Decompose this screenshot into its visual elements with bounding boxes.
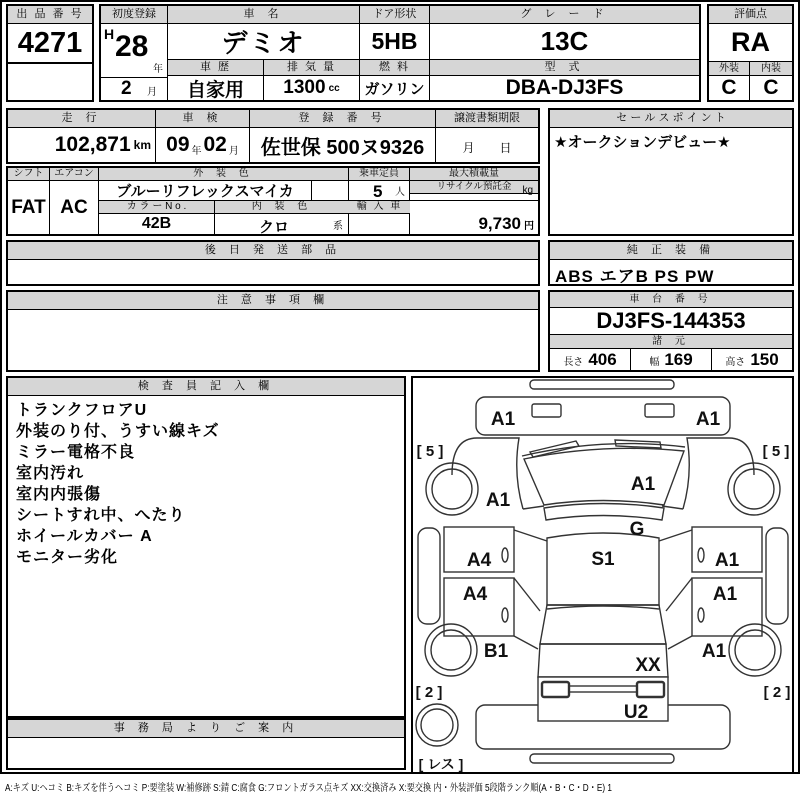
height-label: 高さ (725, 356, 746, 368)
rocker-panel-right (766, 528, 788, 624)
mark-quarter-right: A1 (701, 641, 727, 662)
mark-front-door-right: A1 (714, 550, 740, 571)
mileage-value: 102,871 (54, 133, 131, 156)
first-registration-label: 初度登録 (101, 6, 167, 24)
inspection-month-unit: 月 (228, 145, 239, 157)
mark-roof: S1 (591, 549, 615, 570)
capacity-value-cell (349, 181, 410, 201)
interior-score-value: C (763, 76, 779, 99)
capacity-import-cell (349, 168, 410, 234)
mark-spare-tire: [ レス ] (418, 756, 464, 772)
shift-cell (8, 168, 50, 234)
damage-diagram-box (411, 376, 794, 774)
car-name-label: 車 名 (168, 6, 360, 24)
chassis-no-label: 車 台 番 号 (550, 292, 792, 308)
sales-point-value: ★オークションデビュー★ (554, 134, 731, 151)
year-value: 28 (115, 30, 149, 63)
mileage-label: 走 行 (8, 110, 155, 128)
inspection-year-unit: 年 (191, 145, 202, 157)
fog-light-left (532, 404, 561, 417)
mark-front-glass: G (629, 519, 645, 540)
interior-score-label: 内装 (750, 62, 792, 76)
mark-fender-right: [ 5 ] (762, 443, 790, 460)
door-shape-value: 5HB (360, 24, 430, 60)
displacement-label: 排 気 量 (264, 60, 360, 76)
model-code-label: 型 式 (430, 60, 699, 76)
exterior-color-value: ブルーリフレックスマイカ (99, 181, 312, 201)
length-cell (550, 349, 631, 371)
mark-rear-door-right: A1 (712, 584, 738, 605)
equipment-box (548, 240, 794, 286)
chassis-box (548, 290, 794, 372)
month-unit: 月 (147, 87, 157, 98)
transfer-deadline-cell (436, 110, 538, 162)
mark-front-door-left: A4 (466, 550, 492, 571)
equipment-label: 純 正 装 備 (550, 242, 792, 260)
width-value: 169 (664, 350, 693, 369)
aircon-cell (50, 168, 99, 234)
door-handle-front-left (502, 548, 508, 562)
pillar-line-right-3 (668, 636, 692, 649)
width-cell (631, 349, 712, 371)
fog-light-right (645, 404, 674, 417)
model-code-value: DBA-DJ3FS (505, 76, 624, 99)
rear-glass-top-curve (547, 606, 659, 609)
mark-front-bumper-right: A1 (695, 409, 721, 430)
auction-no-empty (8, 66, 92, 100)
first-registration-month-cell (101, 78, 167, 100)
fuel-value: ガソリン (360, 76, 430, 100)
recycle-unit: 円 (524, 220, 534, 232)
pillar-line-left-2 (514, 578, 540, 611)
length-label: 長さ (563, 356, 584, 368)
cowl-band (544, 504, 664, 521)
mark-rear-bumper: U2 (623, 702, 649, 723)
later-parts-box (6, 240, 540, 286)
history-value: 自家用 (168, 76, 264, 100)
recycle-label: リサイクル預託金 (410, 181, 538, 194)
displacement-unit: cc (328, 82, 340, 94)
note-line: 外装のり付、うすい線キズ (16, 423, 220, 440)
note-line: 室内汚れ (16, 465, 85, 482)
mileage-unit: km (133, 138, 151, 152)
capacity-label: 乗車定員 (349, 168, 409, 181)
sales-point-label: セ ー ル ス ポ イ ン ト (550, 110, 792, 128)
displacement-value-cell (264, 76, 360, 100)
mark-rocker-right: [ 2 ] (763, 684, 791, 701)
first-registration-cell (101, 6, 168, 100)
first-registration-year-cell (101, 24, 167, 78)
note-line: シートすれ中、へたり (16, 507, 186, 524)
exterior-color-label: 外 装 色 (99, 168, 348, 181)
month-value: 2 (121, 78, 132, 99)
mark-rocker-left: [ 2 ] (415, 684, 443, 701)
office-info-box (6, 718, 406, 770)
score-box (707, 4, 794, 102)
rear-lower-strip (530, 754, 674, 763)
mileage-value-cell (8, 128, 155, 162)
dimensions-label: 諸 元 (550, 335, 792, 349)
sales-point-box (548, 108, 794, 236)
pillar-line-left-1 (514, 530, 547, 541)
registration-no-label: 登 録 番 号 (250, 110, 435, 128)
capacity-value: 5 (373, 182, 383, 201)
door-shape-label: ドア形状 (360, 6, 430, 24)
vehicle-head-box (99, 4, 701, 102)
inspection-cell (156, 110, 250, 162)
pillar-line-right-2 (666, 578, 692, 611)
door-handle-rear-left (502, 608, 508, 622)
width-label: 幅 (649, 356, 660, 368)
inspection-value-cell (156, 128, 249, 162)
auction-no-box (6, 4, 94, 102)
legend-footer: A:キズ U:ヘコミ B:キズを伴うヘコミ P:要塗装 W:補修跡 S:錆 C:腐食 G:フロントガラス点キズ XX:交換済み X:要交換 内・外装評価 5段階ランク順(A・B・C・D・E) 1 (5, 783, 612, 794)
auction-no-label: 出 品 番 号 (8, 6, 92, 24)
color-row-box (6, 166, 540, 236)
interior-color-label: 内 装 色 (215, 201, 349, 214)
transfer-month-label: 月 (462, 141, 475, 155)
fender-join-right (662, 506, 683, 509)
note-line: 室内内張傷 (16, 486, 102, 503)
era-value: H (104, 26, 115, 42)
mark-windshield: A1 (630, 474, 656, 495)
transfer-day-label: 日 (499, 141, 512, 155)
car-name-value: デミオ (168, 24, 360, 60)
max-load-label: 最大積載量 (410, 168, 538, 181)
length-value: 406 (588, 350, 617, 369)
capacity-unit: 人 (395, 187, 405, 198)
inspection-month: 02 (203, 133, 227, 156)
pillar-line-left-3 (514, 636, 538, 649)
note-line: ホイールカバー A (16, 528, 153, 545)
score-value: RA (709, 24, 792, 62)
car-top-view-diagram (413, 378, 792, 772)
imported-label: 輸 入 車 (349, 201, 410, 214)
caution-label: 注 意 事 項 欄 (8, 292, 538, 310)
note-line: トランクフロアU (16, 402, 148, 419)
fender-join-left (523, 506, 544, 509)
color-columns (99, 168, 349, 234)
grade-value: 13C (430, 24, 699, 60)
door-handle-front-right (698, 548, 704, 562)
note-line: ミラー電格不良 (16, 444, 136, 461)
mark-rear-door-left: A4 (462, 584, 488, 605)
exterior-score-label: 外装 (709, 62, 750, 76)
rear-wheel-right (729, 624, 781, 676)
rear-wheel-left (425, 624, 477, 676)
exterior-color-extra-cell (312, 181, 349, 201)
equipment-value: ABS エアB PS PW (555, 267, 715, 286)
interior-color-cell (215, 214, 349, 234)
recycle-value: 9,730 (478, 214, 521, 233)
height-cell (712, 349, 792, 371)
inspector-notes-list (8, 396, 404, 572)
height-value: 150 (750, 350, 779, 369)
dimensions-row (550, 349, 792, 371)
front-grille-strip (530, 380, 674, 389)
mark-front-bumper-left: A1 (490, 409, 516, 430)
registration-no-cell (250, 110, 436, 162)
mark-rear-gate: XX (635, 655, 661, 676)
recycle-value-cell (410, 214, 538, 234)
aircon-value: AC (60, 196, 88, 218)
interior-color-suffix: 系 (333, 221, 343, 232)
mileage-cell (8, 110, 156, 162)
inspector-notes-label: 検 査 員 記 入 欄 (8, 378, 404, 396)
mark-quarter-left: B1 (483, 641, 509, 662)
office-info-label: 事 務 局 よ り ご 案 内 (8, 720, 404, 738)
caution-box (6, 290, 540, 372)
rocker-panel-left (418, 528, 440, 624)
transfer-deadline-label: 譲渡書類期限 (436, 110, 538, 128)
color-no-value: 42B (99, 214, 215, 234)
shift-value: FAT (11, 196, 46, 218)
grade-label: グ レ ー ド (430, 6, 699, 24)
aircon-label: エアコン (50, 168, 98, 181)
inspection-label: 車 検 (156, 110, 249, 128)
transfer-deadline-value-cell (436, 128, 538, 156)
max-load-unit: kg (410, 181, 538, 201)
pillar-line-right-1 (659, 530, 692, 541)
score-label: 評価点 (709, 6, 792, 24)
inspection-year: 09 (166, 133, 190, 156)
mark-fender-left: [ 5 ] (416, 443, 444, 460)
fuel-label: 燃 料 (360, 60, 430, 76)
history-label: 車 歴 (168, 60, 264, 76)
mark-hood-left: A1 (485, 490, 511, 511)
chassis-no-value: DJ3FS-144353 (550, 308, 792, 335)
spare-tire-rim (421, 709, 453, 741)
note-line: モニター劣化 (16, 549, 119, 566)
color-no-label: カ ラ ー N o . (99, 201, 215, 214)
mileage-row-box (6, 108, 540, 164)
registration-no-value: 佐世保 500ヌ9326 (260, 136, 425, 159)
interior-color-value: クロ (259, 219, 290, 236)
later-parts-label: 後 日 発 送 部 品 (8, 242, 538, 260)
imported-value (349, 214, 410, 234)
load-recycle-cell (410, 168, 538, 234)
displacement-value: 1300 (283, 77, 326, 98)
year-unit: 年 (153, 64, 163, 75)
spare-tire (416, 704, 458, 746)
auction-no-value: 4271 (8, 24, 92, 64)
rear-glass (540, 605, 666, 644)
rear-garnish (538, 677, 668, 721)
door-handle-rear-right (698, 608, 704, 622)
exterior-score-value: C (709, 76, 750, 100)
shift-label: シフト (8, 168, 49, 181)
windshield (524, 448, 684, 505)
inspector-notes-box (6, 376, 406, 718)
front-fender-right (683, 438, 754, 509)
